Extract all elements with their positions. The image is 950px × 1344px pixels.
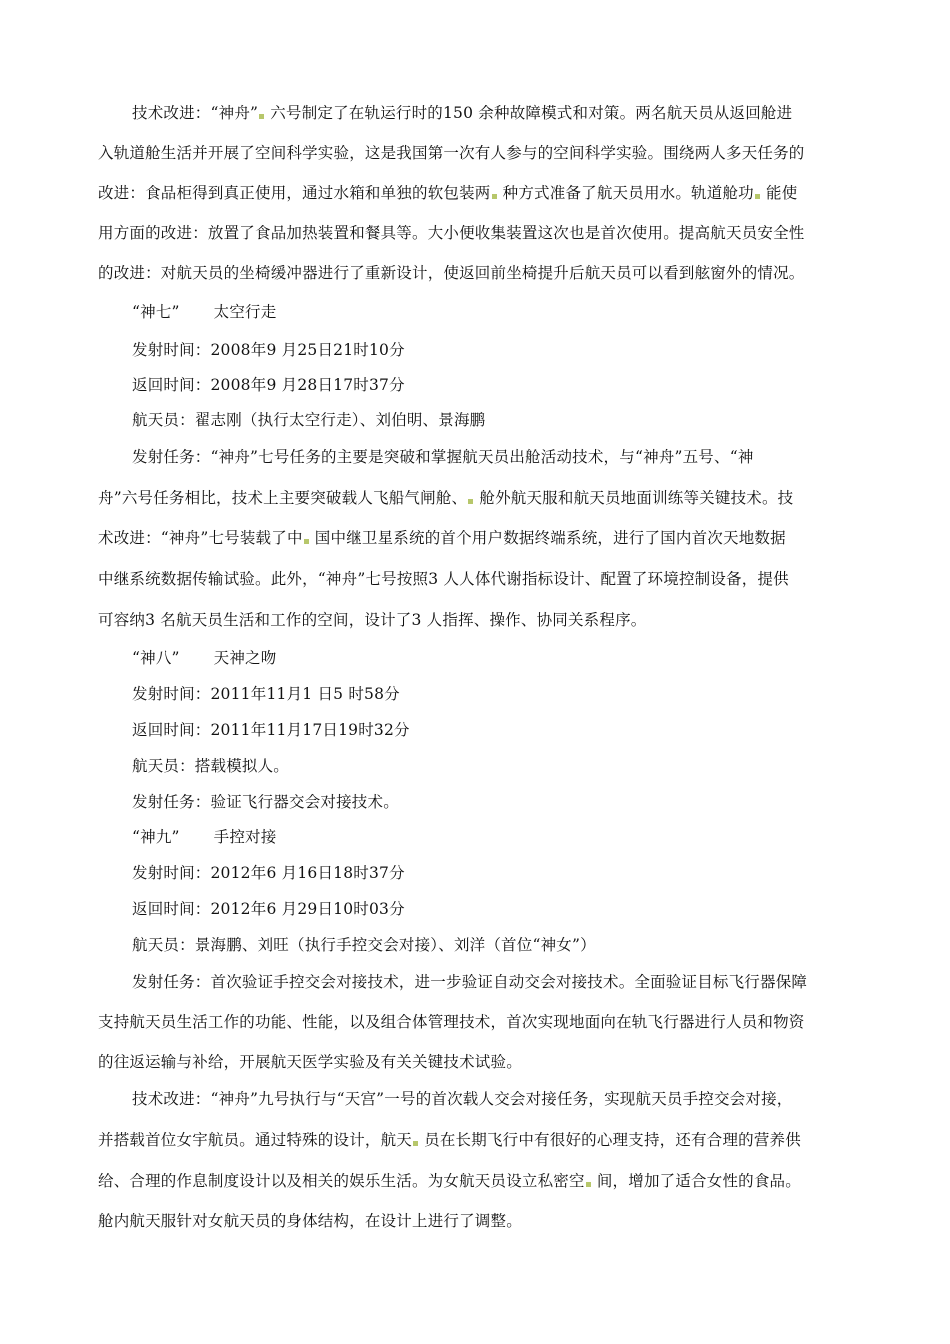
text-line: 给、合理的作息制度设计以及相关的娱乐生活。为女航天员设立私密空 间，增加了适合女性的食品。 bbox=[98, 1172, 801, 1190]
crew: 航天员：景海鹏、刘旺（执行手控交会对接）、刘洋（首位“神女”） bbox=[132, 936, 596, 954]
text-line: 入轨道舱生活并开展了空间科学实验，这是我国第一次有人参与的空间科学实验。围绕两人多天任务的 bbox=[98, 144, 805, 162]
return-time: 返回时间：2011年11月17日19时32分 bbox=[132, 721, 410, 739]
scan-mark bbox=[586, 1182, 591, 1187]
text-line: 支持航天员生活工作的功能、性能，以及组合体管理技术，首次实现地面向在轨飞行器进行人员和物资 bbox=[98, 1013, 805, 1031]
scan-mark bbox=[755, 194, 760, 199]
text-line: 中继系统数据传输试验。此外，“神舟”七号按照3 人人体代谢指标设计、配置了环境控制设备，提供 bbox=[98, 570, 789, 588]
section-heading-shen7: “神七” 太空行走 bbox=[132, 303, 277, 321]
text-line: 术改进：“神舟”七号装载了中 国中继卫星系统的首个用户数据终端系统，进行了国内首次天地数据 bbox=[98, 529, 786, 547]
text-line: 可容纳3 名航天员生活和工作的空间，设计了3 人指挥、操作、协同关系程序。 bbox=[98, 611, 647, 629]
text-line: 发射任务：“神舟”七号任务的主要是突破和掌握航天员出舱活动技术，与“神舟”五号、“神 bbox=[132, 448, 754, 466]
launch-time: 发射时间：2008年9 月25日21时10分 bbox=[132, 341, 405, 359]
mission: 发射任务：验证飞行器交会对接技术。 bbox=[132, 793, 399, 811]
text-line: 发射任务：首次验证手控交会对接技术，进一步验证自动交会对接技术。全面验证目标飞行器保障 bbox=[132, 973, 808, 991]
text-line: 技术改进：“神舟” 六号制定了在轨运行时的150 余种故障模式和对策。两名航天员从返回舱进 bbox=[132, 104, 793, 122]
return-time: 返回时间：2012年6 月29日10时03分 bbox=[132, 900, 405, 918]
scan-mark bbox=[413, 1141, 418, 1146]
crew: 航天员：翟志刚（执行太空行走）、刘伯明、景海鹏 bbox=[132, 411, 486, 429]
section-heading-shen9: “神九” 手控对接 bbox=[132, 828, 277, 846]
text-line: 舱内航天服针对女航天员的身体结构，在设计上进行了调整。 bbox=[98, 1212, 522, 1230]
section-heading-shen8: “神八” 天神之吻 bbox=[132, 649, 277, 667]
return-time: 返回时间：2008年9 月28日17时37分 bbox=[132, 376, 405, 394]
text-line: 并搭载首位女宇航员。通过特殊的设计，航天 员在长期飞行中有很好的心理支持，还有合理的营养供 bbox=[98, 1131, 801, 1149]
scan-mark bbox=[304, 539, 309, 544]
launch-time: 发射时间：2012年6 月16日18时37分 bbox=[132, 864, 405, 882]
text-line: 的改进：对航天员的坐椅缓冲器进行了重新设计，使返回前坐椅提升后航天员可以看到舷窗外的情况。 bbox=[98, 264, 805, 282]
scan-mark bbox=[259, 114, 264, 119]
scan-mark bbox=[468, 499, 473, 504]
scan-mark bbox=[492, 194, 497, 199]
text-line: 舟”六号任务相比，技术上主要突破载人飞船气闸舱、 舱外航天服和航天员地面训练等关键技术。技 bbox=[98, 489, 794, 507]
crew: 航天员：搭载模拟人。 bbox=[132, 757, 290, 775]
text-line: 改进：食品柜得到真正使用，通过水箱和单独的软包装两 种方式准备了航天员用水。轨道舱功 能使 bbox=[98, 184, 798, 202]
text-line: 技术改进：“神舟”九号执行与“天宫”一号的首次载人交会对接任务，实现航天员手控交会对接， bbox=[132, 1090, 793, 1108]
text-line: 的往返运输与补给，开展航天医学实验及有关关键技术试验。 bbox=[98, 1053, 522, 1071]
text-line: 用方面的改进：放置了食品加热装置和餐具等。大小便收集装置这次也是首次使用。提高航天员安全性 bbox=[98, 224, 805, 242]
launch-time: 发射时间：2011年11月1 日5 时58分 bbox=[132, 685, 400, 703]
